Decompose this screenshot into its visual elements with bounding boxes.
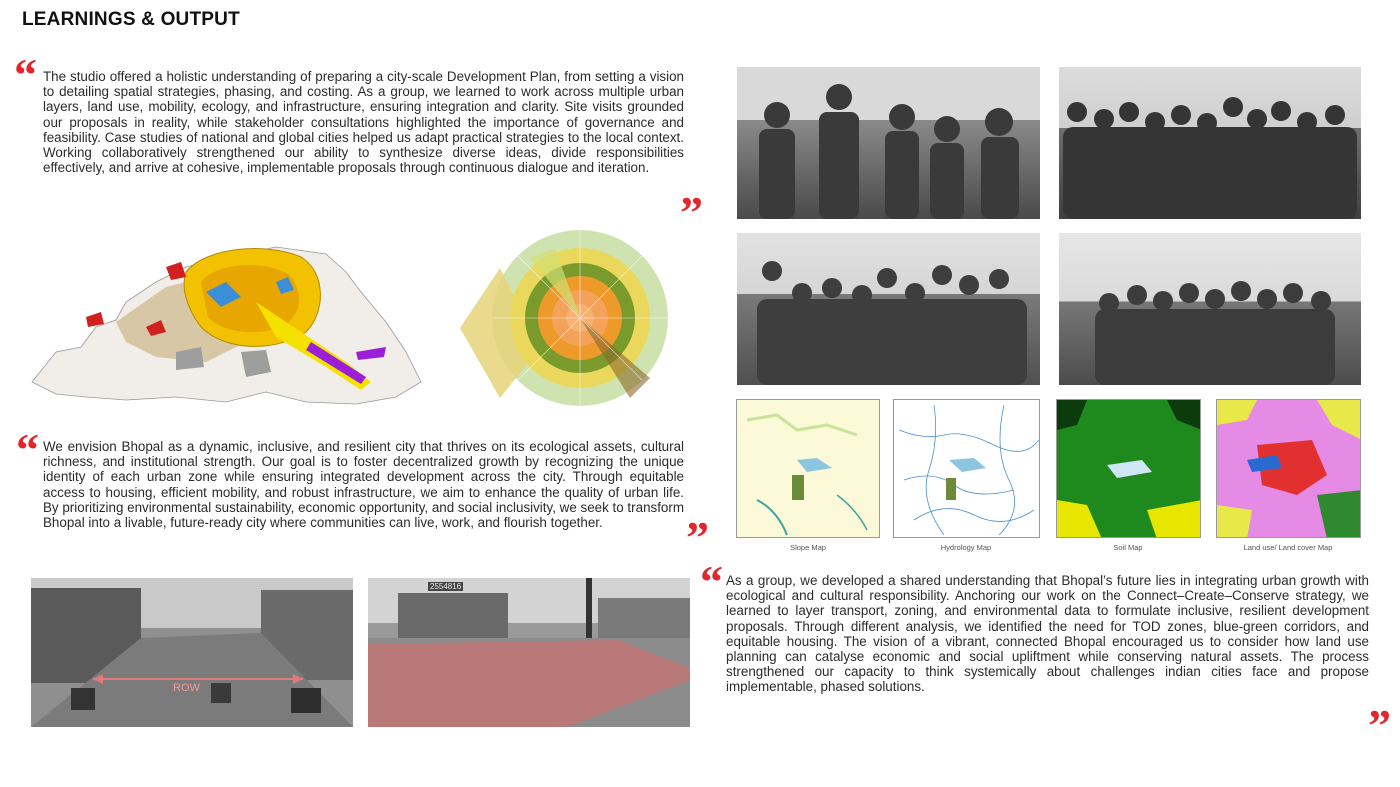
row-label: ROW <box>173 682 200 694</box>
vision-paragraph: We envision Bhopal as a dynamic, inclusive, and resilient city that thrives on its ecological assets, cultural richness, and institutional strength. Our goal is to foster decentralized growth by recognizing the unique identity of each urban zone while ensuring integrated development across the city. Through equitable access to housing, efficient mobility, and robust infrastructure, we aim to enhance the quality of urban life. By prioritizing environmental sustainability, economic opportunity, and social inclusivity, we seek to transform Bhopal into a livable, future-ready city where communities can live, work, and flourish together. <box>43 439 684 531</box>
group-reflection-paragraph: As a group, we developed a shared understanding that Bhopal’s future lies in integrating urban growth with ecological and cultural responsibility. Anchoring our work on the Connect–Create–Conserve strategy, we learned to layer transport, zoning, and environmental data to formulate inclusive, resilient development proposals. Through different analysis, we identified the need for TOD zones, blue-green corridors, and equitable housing. The vision of a vibrant, connected Bhopal encouraged us to consider how land use planning can catalyse economic and social upliftment while conserving natural assets. The process strengthened our capacity to think systemically about challenges indian cities face and propose implementable, phased solutions. <box>726 573 1369 695</box>
group-photo-1 <box>737 67 1040 219</box>
street-photo-row <box>31 578 353 727</box>
close-quote-mark: ” <box>686 512 709 563</box>
slope-map <box>736 399 880 538</box>
soil-map <box>1056 399 1201 538</box>
map-caption: Slope Map <box>790 543 826 552</box>
open-quote-mark: “ <box>14 49 37 100</box>
street-photo-overlay <box>368 578 690 727</box>
shop-sign-number: 2554816 <box>430 582 462 591</box>
map-caption: Land use/ Land cover Map <box>1243 543 1333 552</box>
open-quote-mark: “ <box>700 556 723 607</box>
map-caption: Soil Map <box>1113 543 1143 552</box>
landuse-landcover-map <box>1216 399 1361 538</box>
map-caption: Hydrology Map <box>940 543 992 552</box>
group-photo-3 <box>737 233 1040 385</box>
group-photo-4 <box>1059 233 1361 385</box>
group-photo-2 <box>1059 67 1361 219</box>
close-quote-mark: ” <box>680 187 703 238</box>
open-quote-mark: “ <box>16 424 39 475</box>
radial-zoning-diagram <box>440 228 690 418</box>
bhopal-landuse-map <box>26 232 436 410</box>
page-title: LEARNINGS & OUTPUT <box>22 9 240 30</box>
studio-learning-paragraph: The studio offered a holistic understanding of preparing a city-scale Development Plan, from setting a vision to detailing spatial strategies, phasing, and costing. As a group, we learned to work across multiple urban layers, land use, mobility, ecology, and infrastructure, ensuring integration and clarity. Site visits grounded our proposals in reality, while stakeholder consultations highlighted the importance of governance and feasibility. Case studies of national and global cities helped us adapt practical strategies to the local context. Working collaboratively strengthened our ability to synthesize diverse ideas, divide responsibilities effectively, and arrive at cohesive, implementable proposals through continuous dialogue and iteration. <box>43 69 684 176</box>
close-quote-mark: ” <box>1368 700 1391 751</box>
hydrology-map <box>893 399 1040 538</box>
